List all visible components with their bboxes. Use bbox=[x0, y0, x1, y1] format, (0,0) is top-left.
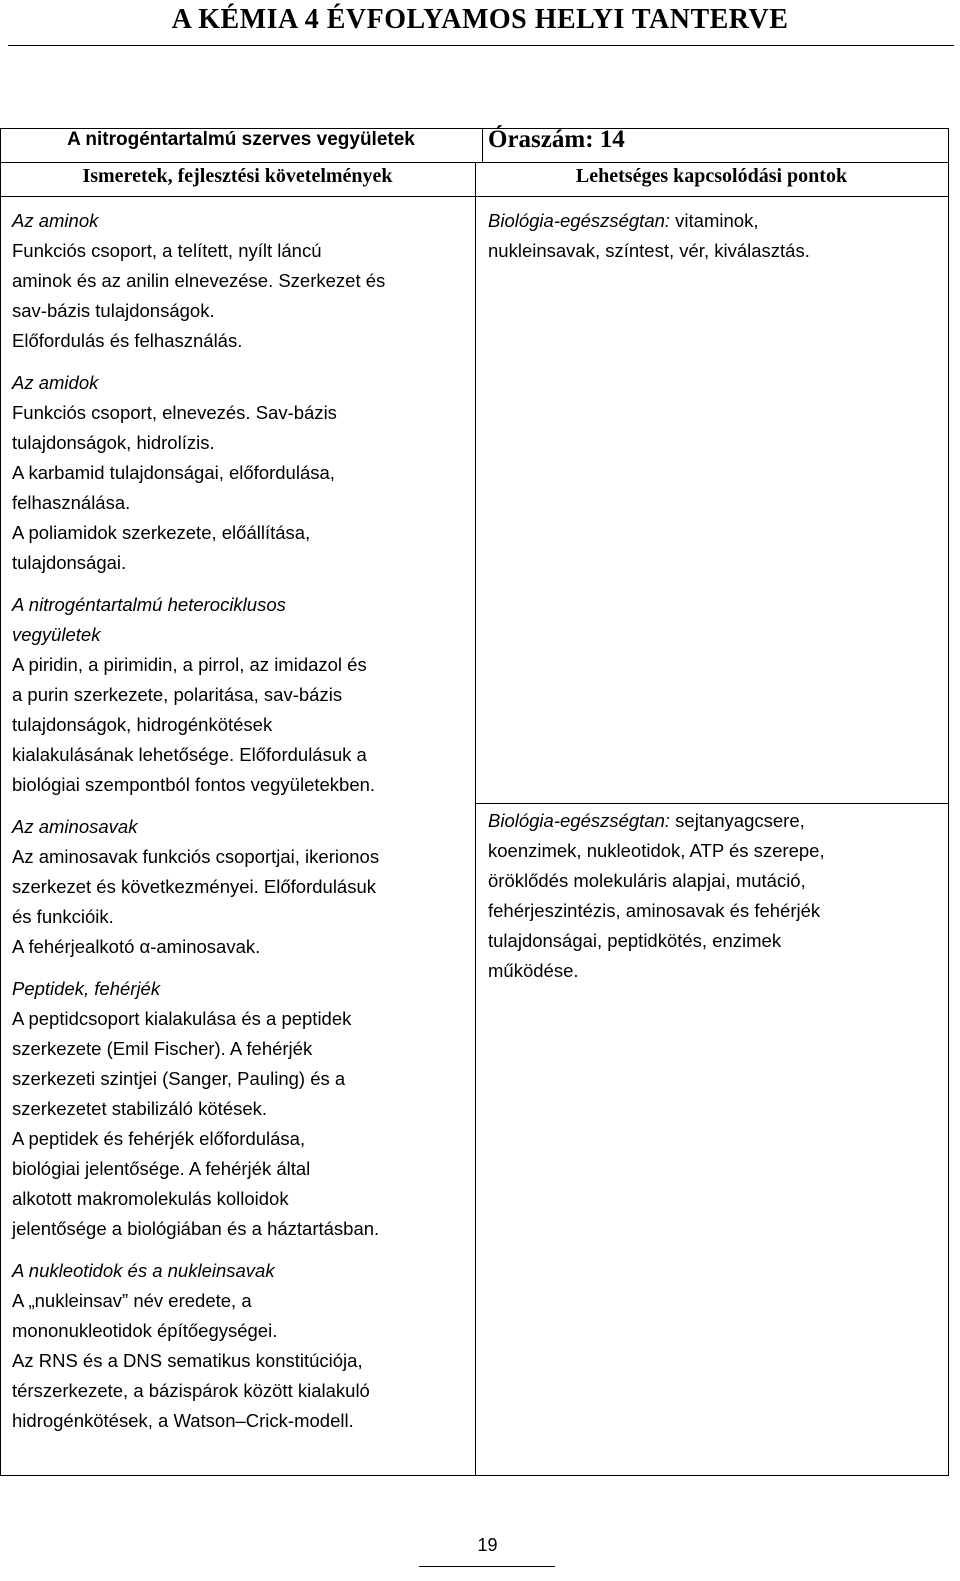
text-line: A „nukleinsav” név eredete, a bbox=[12, 1290, 252, 1311]
text-line: szerkezetet stabilizáló kötések. bbox=[12, 1098, 268, 1119]
section-nucleic-acids bbox=[12, 1256, 474, 1436]
text-line: A poliamidok szerkezete, előállítása, bbox=[12, 522, 311, 543]
column-header-right: Lehetséges kapcsolódási pontok bbox=[575, 165, 848, 187]
text-line: A peptidek és fehérjék előfordulása, bbox=[12, 1128, 306, 1149]
section-heading: A nitrogéntartalmú heterociklusos bbox=[12, 594, 286, 615]
section-heading: Peptidek, fehérjék bbox=[12, 978, 161, 999]
text-line: biológiai szempontból fontos vegyületekben. bbox=[12, 774, 376, 795]
table-row-divider bbox=[475, 803, 949, 804]
connection-text: sejtanyagcsere, bbox=[670, 810, 805, 831]
text-line: öröklődés molekuláris alapjai, mutáció, bbox=[488, 870, 806, 891]
table-title-divider bbox=[482, 128, 483, 162]
text-line: felhasználása. bbox=[12, 492, 131, 513]
text-line: sav-bázis tulajdonságok. bbox=[12, 300, 215, 321]
text-line: jelentősége a biológiában és a háztartásban. bbox=[12, 1218, 380, 1239]
title-rule bbox=[8, 45, 954, 46]
section-heading-cont: vegyületek bbox=[12, 624, 101, 645]
text-line: aminok és az anilin elnevezése. Szerkezet és bbox=[12, 270, 386, 291]
connections-block-2 bbox=[488, 806, 928, 986]
text-line: Előfordulás és felhasználás. bbox=[12, 330, 243, 351]
connections-block-1 bbox=[488, 206, 928, 266]
text-line: alkotott makromolekulás kolloidok bbox=[12, 1188, 289, 1209]
text-line: A fehérjealkotó α-aminosavak. bbox=[12, 936, 261, 957]
page-title: A KÉMIA 4 ÉVFOLYAMOS HELYI TANTERVE bbox=[171, 4, 789, 35]
connection-first-line bbox=[488, 806, 928, 836]
text-line: tulajdonságai. bbox=[12, 552, 127, 573]
connection-first-line bbox=[488, 206, 928, 236]
text-line: a purin szerkezete, polaritása, sav-bázis bbox=[12, 684, 343, 705]
text-line: A peptidcsoport kialakulása és a peptidek bbox=[12, 1008, 352, 1029]
text-line: tulajdonságok, hidrogénkötések bbox=[12, 714, 273, 735]
text-line: működése. bbox=[488, 960, 579, 981]
text-line: fehérjeszintézis, aminosavak és fehérjék bbox=[488, 900, 821, 921]
table-right-border bbox=[948, 128, 949, 1475]
subject-name: Biológia-egészségtan: bbox=[488, 810, 671, 831]
text-line: nukleinsavak, színtest, vér, kiválasztás. bbox=[488, 240, 810, 261]
section-amino-acids bbox=[12, 812, 474, 962]
text-line: tulajdonságok, hidrolízis. bbox=[12, 432, 215, 453]
page-number-rule bbox=[419, 1566, 555, 1567]
text-line: Funkciós csoport, a telített, nyílt láncú bbox=[12, 240, 322, 261]
connection-text: vitaminok, bbox=[670, 210, 759, 231]
text-line: koenzimek, nukleotidok, ATP és szerepe, bbox=[488, 840, 825, 861]
text-line: és funkcióik. bbox=[12, 906, 114, 927]
text-line: A piridin, a pirimidin, a pirrol, az imidazol és bbox=[12, 654, 367, 675]
text-line: Az aminosavak funkciós csoportjai, ikerionos bbox=[12, 846, 380, 867]
text-line: mononukleotidok építőegységei. bbox=[12, 1320, 278, 1341]
text-line: kialakulásának lehetősége. Előfordulásuk a bbox=[12, 744, 367, 765]
text-line: Az RNS és a DNS sematikus konstitúciója, bbox=[12, 1350, 363, 1371]
section-heterocycles bbox=[12, 590, 474, 800]
hours-label: Óraszám: 14 bbox=[488, 126, 625, 153]
text-line: A karbamid tulajdonságai, előfordulása, bbox=[12, 462, 335, 483]
text-line: biológiai jelentősége. A fehérjék által bbox=[12, 1158, 311, 1179]
section-heading: A nukleotidok és a nukleinsavak bbox=[12, 1260, 275, 1281]
section-amides bbox=[12, 368, 474, 578]
text-line: Funkciós csoport, elnevezés. Sav-bázis bbox=[12, 402, 337, 423]
text-line: tulajdonságai, peptidkötés, enzimek bbox=[488, 930, 782, 951]
table-left-border bbox=[0, 128, 1, 1475]
text-line: szerkezeti szintjei (Sanger, Pauling) és a bbox=[12, 1068, 346, 1089]
text-line: hidrogénkötések, a Watson–Crick-modell. bbox=[12, 1410, 354, 1431]
section-heading: Az aminosavak bbox=[12, 816, 138, 837]
text-line: szerkezet és következményei. Előfordulásuk bbox=[12, 876, 377, 897]
text-line: térszerkezete, a bázispárok között kialakuló bbox=[12, 1380, 370, 1401]
subject-name: Biológia-egészségtan: bbox=[488, 210, 671, 231]
requirements-column bbox=[12, 206, 474, 1436]
topic-title: A nitrogéntartalmú szerves vegyületek bbox=[67, 129, 415, 150]
table-bottom-border bbox=[0, 1475, 949, 1476]
section-amines bbox=[12, 206, 474, 356]
table-column-divider bbox=[475, 162, 476, 1475]
text-line: szerkezete (Emil Fischer). A fehérjék bbox=[12, 1038, 313, 1059]
section-heading: Az aminok bbox=[12, 210, 99, 231]
section-peptides bbox=[12, 974, 474, 1244]
page-number: 19 bbox=[477, 1535, 498, 1555]
column-header-left: Ismeretek, fejlesztési követelmények bbox=[82, 165, 393, 187]
section-heading: Az amidok bbox=[12, 372, 99, 393]
